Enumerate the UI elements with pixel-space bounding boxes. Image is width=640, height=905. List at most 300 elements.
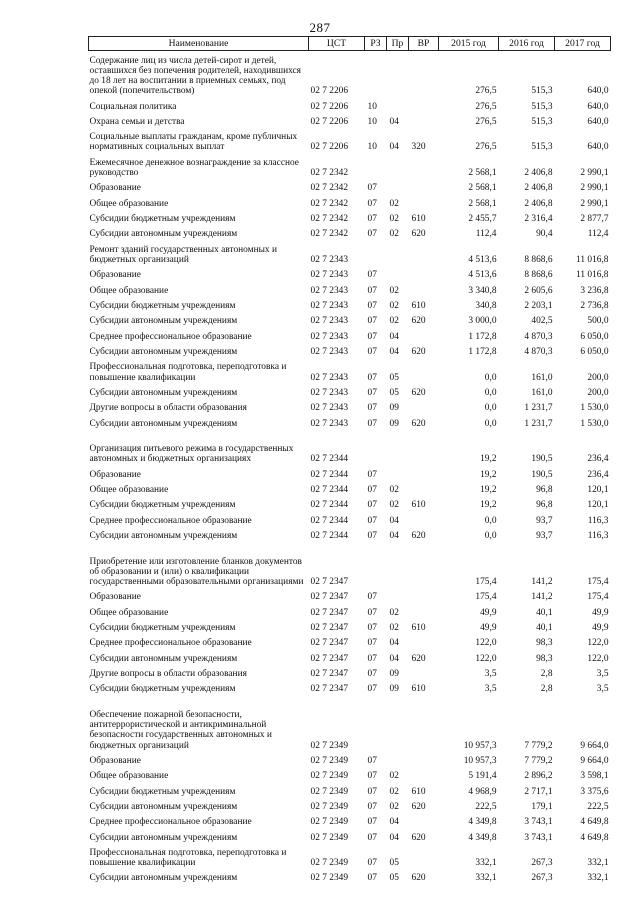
row-2016: 7 779,2 — [524, 740, 553, 751]
row-name: Профессиональная подготовка, переподготовка и повышение квалификации — [89, 362, 287, 383]
table-row — [89, 695, 611, 751]
row-2017: 122,0 — [587, 653, 609, 664]
row-csr: 02 7 2347 — [310, 623, 348, 634]
row-2016: 1 231,7 — [524, 403, 553, 414]
row-csr: 02 7 2347 — [310, 653, 348, 664]
row-pr: 02 — [389, 623, 399, 634]
row-2016: 8 868,6 — [524, 254, 553, 265]
row-2017: 200,0 — [587, 387, 609, 398]
row-csr: 02 7 2206 — [310, 86, 348, 97]
row-2015: 4 349,8 — [468, 832, 497, 843]
table-row — [89, 413, 611, 428]
row-2017: 120,1 — [587, 500, 609, 511]
row-pr — [387, 51, 409, 97]
row-2016: 2 605,6 — [524, 285, 553, 296]
row-2016: 3 743,1 — [524, 832, 553, 843]
row-2015: 1 172,8 — [468, 347, 497, 357]
row-pr — [387, 178, 409, 193]
row-rz: 07 — [367, 300, 377, 311]
row-rz: 07 — [367, 755, 377, 766]
row-2016: 267,3 — [531, 858, 553, 869]
row-rz: 07 — [367, 229, 377, 240]
row-rz — [365, 695, 387, 751]
row-pr: 04 — [389, 347, 399, 357]
row-vr: 620 — [411, 653, 426, 664]
row-2015: 3,5 — [484, 684, 497, 695]
row-2015: 5 191,4 — [468, 771, 497, 782]
row-2015: 1 172,8 — [468, 331, 497, 342]
row-name: Профессиональная подготовка, переподготовка и повышение квалификации — [89, 847, 287, 869]
row-2017: 640,0 — [587, 142, 609, 153]
row-pr — [387, 96, 409, 111]
table-row — [89, 868, 611, 883]
row-2016: 161,0 — [531, 387, 553, 398]
table-row — [89, 495, 611, 510]
table-row — [89, 843, 611, 869]
row-2017: 2 990,1 — [580, 168, 609, 179]
row-rz: 07 — [367, 786, 377, 797]
row-pr: 02 — [389, 485, 399, 496]
row-pr — [387, 265, 409, 280]
row-vr — [409, 511, 439, 526]
page-number: 287 — [309, 20, 331, 35]
table-row — [89, 766, 611, 781]
row-2017: 6 050,0 — [580, 347, 609, 357]
row-name: Образование — [89, 592, 141, 603]
row-2016: 2 203,1 — [524, 300, 553, 311]
row-pr — [387, 541, 409, 587]
row-vr: 620 — [411, 347, 426, 357]
row-2016: 93,7 — [536, 531, 553, 542]
row-rz: 07 — [367, 669, 377, 680]
row-vr: 620 — [411, 801, 426, 812]
row-csr: 02 7 2349 — [310, 817, 348, 828]
row-rz: 07 — [367, 403, 377, 414]
row-rz: 07 — [367, 638, 377, 649]
row-rz: 07 — [367, 387, 377, 398]
row-2017: 1 530,0 — [580, 418, 609, 429]
table-row — [89, 96, 611, 111]
row-vr — [409, 480, 439, 495]
table-row — [89, 480, 611, 495]
row-2015: 2 568,1 — [468, 168, 497, 179]
row-pr: 02 — [389, 198, 399, 209]
row-name: Среднее профессиональное образование — [89, 817, 252, 828]
row-2016: 190,5 — [531, 454, 553, 465]
row-2016: 141,2 — [531, 592, 553, 603]
row-vr — [409, 429, 439, 465]
row-csr: 02 7 2206 — [310, 101, 348, 112]
row-2017: 9 664,0 — [580, 740, 609, 751]
header-2015: 2015 год — [439, 37, 499, 51]
row-name: Субсидии бюджетным учреждениям — [89, 500, 236, 511]
row-csr: 02 7 2344 — [310, 515, 348, 526]
row-name: Среднее профессиональное образование — [89, 638, 252, 649]
row-rz: 10 — [367, 116, 377, 127]
table-row — [89, 664, 611, 679]
row-2016: 161,0 — [531, 372, 553, 383]
row-pr: 02 — [389, 607, 399, 618]
row-2015: 2 568,1 — [468, 183, 497, 194]
row-pr — [387, 587, 409, 602]
row-2017: 116,3 — [587, 531, 609, 542]
table-row — [89, 649, 611, 664]
row-2015: 332,1 — [475, 858, 497, 869]
row-pr: 02 — [389, 801, 399, 812]
row-vr: 610 — [411, 684, 426, 695]
row-pr — [387, 240, 409, 266]
row-csr: 02 7 2343 — [310, 418, 348, 429]
row-2015: 0,0 — [484, 387, 497, 398]
row-2017: 112,4 — [587, 229, 609, 240]
row-2017: 2 990,1 — [580, 198, 609, 209]
row-vr: 620 — [411, 229, 426, 240]
row-2017: 116,3 — [587, 515, 609, 526]
row-pr — [387, 695, 409, 751]
row-csr: 02 7 2349 — [310, 858, 348, 869]
row-2015: 3 340,8 — [468, 285, 497, 296]
row-vr — [409, 240, 439, 266]
row-csr: 02 7 2343 — [310, 403, 348, 414]
row-2016: 3 743,1 — [524, 817, 553, 828]
row-csr: 02 7 2343 — [310, 372, 348, 383]
row-rz: 07 — [367, 623, 377, 634]
row-2016: 2,8 — [540, 684, 553, 695]
row-2017: 120,1 — [587, 485, 609, 496]
row-rz: 07 — [367, 592, 377, 603]
row-vr — [409, 96, 439, 111]
row-rz: 10 — [367, 142, 377, 153]
row-name: Образование — [89, 183, 141, 194]
row-2015: 332,1 — [475, 873, 497, 884]
table-row — [89, 296, 611, 311]
row-2016: 2 406,8 — [524, 183, 553, 194]
row-vr — [409, 603, 439, 618]
row-2015: 4 513,6 — [468, 270, 497, 281]
table-row — [89, 327, 611, 342]
row-2017: 222,5 — [587, 801, 609, 812]
row-2017: 2 736,8 — [580, 300, 609, 311]
row-name: Общее образование — [89, 485, 169, 496]
row-name: Субсидии автономным учреждениям — [89, 873, 238, 884]
row-2016: 179,1 — [531, 801, 553, 812]
row-2017: 49,9 — [592, 607, 609, 618]
table-row — [89, 357, 611, 383]
row-2017: 9 664,0 — [580, 755, 609, 766]
row-2017: 332,1 — [587, 873, 609, 884]
row-2017: 4 649,8 — [580, 817, 609, 828]
row-2017: 175,4 — [587, 576, 609, 587]
row-vr — [409, 327, 439, 342]
row-name: Субсидии автономным учреждениям — [89, 531, 238, 542]
row-pr: 02 — [389, 214, 399, 225]
row-2015: 122,0 — [475, 653, 497, 664]
row-vr — [409, 153, 439, 179]
row-vr: 610 — [411, 214, 426, 225]
row-2016: 8 868,6 — [524, 270, 553, 281]
row-2015: 122,0 — [475, 638, 497, 649]
row-2015: 49,9 — [480, 623, 497, 634]
row-name: Субсидии бюджетным учреждениям — [89, 786, 236, 797]
table-row — [89, 224, 611, 239]
table-row — [89, 112, 611, 127]
row-rz: 07 — [367, 418, 377, 429]
table-row — [89, 827, 611, 842]
row-rz: 07 — [367, 653, 377, 664]
row-vr — [409, 357, 439, 383]
row-2017: 1 530,0 — [580, 403, 609, 414]
table-row — [89, 797, 611, 812]
table-row — [89, 618, 611, 633]
row-vr — [409, 541, 439, 587]
row-rz — [365, 51, 387, 97]
row-2017: 3 375,6 — [580, 786, 609, 797]
table-row — [89, 526, 611, 541]
row-2017: 3,5 — [596, 669, 609, 680]
row-name: Субсидии автономным учреждениям — [89, 653, 238, 664]
row-2017: 2 877,7 — [580, 214, 609, 225]
row-pr: 04 — [389, 515, 399, 526]
row-2016: 96,8 — [536, 500, 553, 511]
row-rz: 07 — [367, 372, 377, 383]
row-2017: 6 050,0 — [580, 331, 609, 342]
row-pr: 09 — [389, 684, 399, 695]
row-2015: 3,5 — [484, 669, 497, 680]
row-2016: 2 406,8 — [524, 198, 553, 209]
table-row — [89, 541, 611, 587]
row-pr: 02 — [389, 786, 399, 797]
row-rz: 07 — [367, 331, 377, 342]
row-2017: 236,4 — [587, 469, 609, 480]
row-csr: 02 7 2349 — [310, 740, 348, 751]
row-csr: 02 7 2343 — [310, 316, 348, 327]
row-2015: 0,0 — [484, 531, 497, 542]
row-csr: 02 7 2343 — [310, 331, 348, 342]
table-row — [89, 511, 611, 526]
row-name: Организация питьевого режима в государственных автономных и бюджетных организациях — [89, 444, 294, 465]
row-csr: 02 7 2343 — [310, 387, 348, 398]
row-2016: 98,3 — [536, 638, 553, 649]
row-rz: 07 — [367, 183, 377, 194]
row-2015: 4 513,6 — [468, 254, 497, 265]
header-csr: ЦСТ — [309, 37, 365, 51]
row-rz: 07 — [367, 607, 377, 618]
row-vr — [409, 112, 439, 127]
row-csr: 02 7 2206 — [310, 116, 348, 127]
row-2015: 175,4 — [475, 592, 497, 603]
table-row — [89, 465, 611, 480]
row-2017: 236,4 — [587, 454, 609, 465]
row-vr — [409, 398, 439, 413]
row-name: Общее образование — [89, 607, 169, 618]
row-pr: 04 — [389, 653, 399, 664]
row-name: Субсидии автономным учреждениям — [89, 801, 238, 812]
row-csr: 02 7 2344 — [310, 500, 348, 511]
row-vr — [409, 695, 439, 751]
table-row — [89, 398, 611, 413]
row-pr — [387, 751, 409, 766]
row-pr: 02 — [389, 500, 399, 511]
row-pr: 04 — [389, 331, 399, 342]
row-2016: 2 717,1 — [524, 786, 553, 797]
row-csr: 02 7 2349 — [310, 873, 348, 884]
row-2015: 276,5 — [475, 116, 497, 127]
row-name: Образование — [89, 755, 141, 766]
row-csr: 02 7 2342 — [310, 168, 348, 179]
row-vr: 610 — [411, 300, 426, 311]
row-vr: 320 — [411, 142, 426, 153]
row-2015: 0,0 — [484, 515, 497, 526]
row-rz — [365, 541, 387, 587]
row-csr: 02 7 2342 — [310, 198, 348, 209]
table-row — [89, 342, 611, 357]
row-name: Содержание лиц из числа детей-сирот и детей, оставшихся без попечения родителей, находившихся до 18 лет на воспитании в приемных семьях, под опекой (попечительством) — [89, 55, 301, 97]
row-csr: 02 7 2343 — [310, 270, 348, 281]
row-vr: 620 — [411, 387, 426, 398]
row-vr: 620 — [411, 316, 426, 327]
budget-table — [88, 36, 611, 884]
row-vr: 620 — [411, 832, 426, 843]
row-name: Охрана семьи и детства — [89, 116, 185, 127]
row-2015: 3 000,0 — [468, 316, 497, 327]
row-pr: 05 — [389, 873, 399, 884]
row-name: Субсидии автономным учреждениям — [89, 832, 238, 843]
row-2015: 10 957,3 — [463, 755, 497, 766]
row-name: Субсидии автономным учреждениям — [89, 418, 238, 429]
row-name: Субсидии автономным учреждениям — [89, 229, 238, 240]
row-2016: 96,8 — [536, 485, 553, 496]
row-2016: 90,4 — [536, 229, 553, 240]
row-csr: 02 7 2347 — [310, 638, 348, 649]
row-name: Среднее профессиональное образование — [89, 331, 252, 342]
table-row — [89, 587, 611, 602]
row-2017: 3 236,8 — [580, 285, 609, 296]
row-2016: 4 870,3 — [524, 331, 553, 342]
row-rz: 07 — [367, 316, 377, 327]
row-rz: 07 — [367, 270, 377, 281]
row-csr: 02 7 2343 — [310, 347, 348, 357]
table-row — [89, 781, 611, 796]
row-2017: 3,5 — [596, 684, 609, 695]
row-name: Ежемесячное денежное вознаграждение за классное руководство — [89, 157, 299, 179]
row-2016: 515,3 — [531, 142, 553, 153]
row-vr — [409, 664, 439, 679]
row-2016: 515,3 — [531, 86, 553, 97]
row-2017: 2 990,1 — [580, 183, 609, 194]
row-2016: 7 779,2 — [524, 755, 553, 766]
row-2017: 175,4 — [587, 592, 609, 603]
row-2016: 2 316,4 — [524, 214, 553, 225]
table-row — [89, 51, 611, 97]
row-rz: 07 — [367, 832, 377, 843]
row-2016: 4 870,3 — [524, 347, 553, 357]
table-header — [89, 37, 611, 51]
row-2017: 11 016,8 — [576, 270, 609, 281]
header-2016: 2016 год — [499, 37, 555, 51]
row-csr: 02 7 2347 — [310, 592, 348, 603]
row-pr: 04 — [389, 142, 399, 153]
row-pr: 09 — [389, 669, 399, 680]
row-2016: 515,3 — [531, 101, 553, 112]
row-2016: 93,7 — [536, 515, 553, 526]
row-csr: 02 7 2349 — [310, 786, 348, 797]
row-vr — [409, 843, 439, 869]
table-row — [89, 153, 611, 179]
row-2015: 4 349,8 — [468, 817, 497, 828]
row-csr: 02 7 2349 — [310, 771, 348, 782]
row-csr: 02 7 2349 — [310, 801, 348, 812]
row-2017: 332,1 — [587, 858, 609, 869]
table-row — [89, 311, 611, 326]
row-name: Другие вопросы в области образования — [89, 403, 247, 414]
row-pr: 02 — [389, 316, 399, 327]
row-csr: 02 7 2347 — [310, 669, 348, 680]
row-2015: 19,2 — [480, 500, 497, 511]
header-name: Наименование — [89, 37, 309, 51]
row-2015: 0,0 — [484, 418, 497, 429]
row-name: Субсидии бюджетным учреждениям — [89, 684, 236, 695]
row-2016: 98,3 — [536, 653, 553, 664]
row-2015: 112,4 — [475, 229, 497, 240]
table-body — [89, 51, 611, 884]
row-rz: 07 — [367, 485, 377, 496]
header-2017: 2017 год — [555, 37, 611, 51]
header-vr: ВР — [409, 37, 439, 51]
header-pr: Пр — [387, 37, 409, 51]
row-2015: 49,9 — [480, 607, 497, 618]
row-csr: 02 7 2342 — [310, 183, 348, 194]
row-2017: 11 016,8 — [576, 254, 609, 265]
row-rz: 10 — [367, 101, 377, 112]
row-rz — [365, 240, 387, 266]
table-row — [89, 633, 611, 648]
row-pr: 05 — [389, 372, 399, 383]
row-vr — [409, 265, 439, 280]
row-vr — [409, 51, 439, 97]
row-pr: 09 — [389, 418, 399, 429]
row-2017: 122,0 — [587, 638, 609, 649]
row-rz: 07 — [367, 858, 377, 869]
row-name: Социальные выплаты гражданам, кроме публичных нормативных социальных выплат — [89, 132, 298, 153]
row-2015: 19,2 — [480, 454, 497, 465]
row-2016: 402,5 — [531, 316, 553, 327]
row-csr: 02 7 2344 — [310, 531, 348, 542]
row-vr — [409, 280, 439, 295]
row-rz: 07 — [367, 214, 377, 225]
row-name: Субсидии бюджетным учреждениям — [89, 214, 236, 225]
row-vr: 610 — [411, 500, 426, 511]
row-2015: 276,5 — [475, 101, 497, 112]
row-name: Общее образование — [89, 771, 169, 782]
row-rz: 07 — [367, 817, 377, 828]
row-rz: 07 — [367, 500, 377, 511]
row-pr: 05 — [389, 387, 399, 398]
row-rz: 07 — [367, 873, 377, 884]
row-2015: 340,8 — [475, 300, 497, 311]
row-2015: 0,0 — [484, 372, 497, 383]
row-name: Субсидии автономным учреждениям — [89, 387, 238, 398]
row-2017: 640,0 — [587, 101, 609, 112]
row-rz: 07 — [367, 515, 377, 526]
row-2017: 3 598,1 — [580, 771, 609, 782]
row-2016: 2,8 — [540, 669, 553, 680]
row-name: Субсидии бюджетным учреждениям — [89, 623, 236, 634]
row-pr: 02 — [389, 285, 399, 296]
row-name: Образование — [89, 270, 141, 281]
row-2016: 515,3 — [531, 116, 553, 127]
row-2015: 0,0 — [484, 403, 497, 414]
row-2015: 2 568,1 — [468, 198, 497, 209]
